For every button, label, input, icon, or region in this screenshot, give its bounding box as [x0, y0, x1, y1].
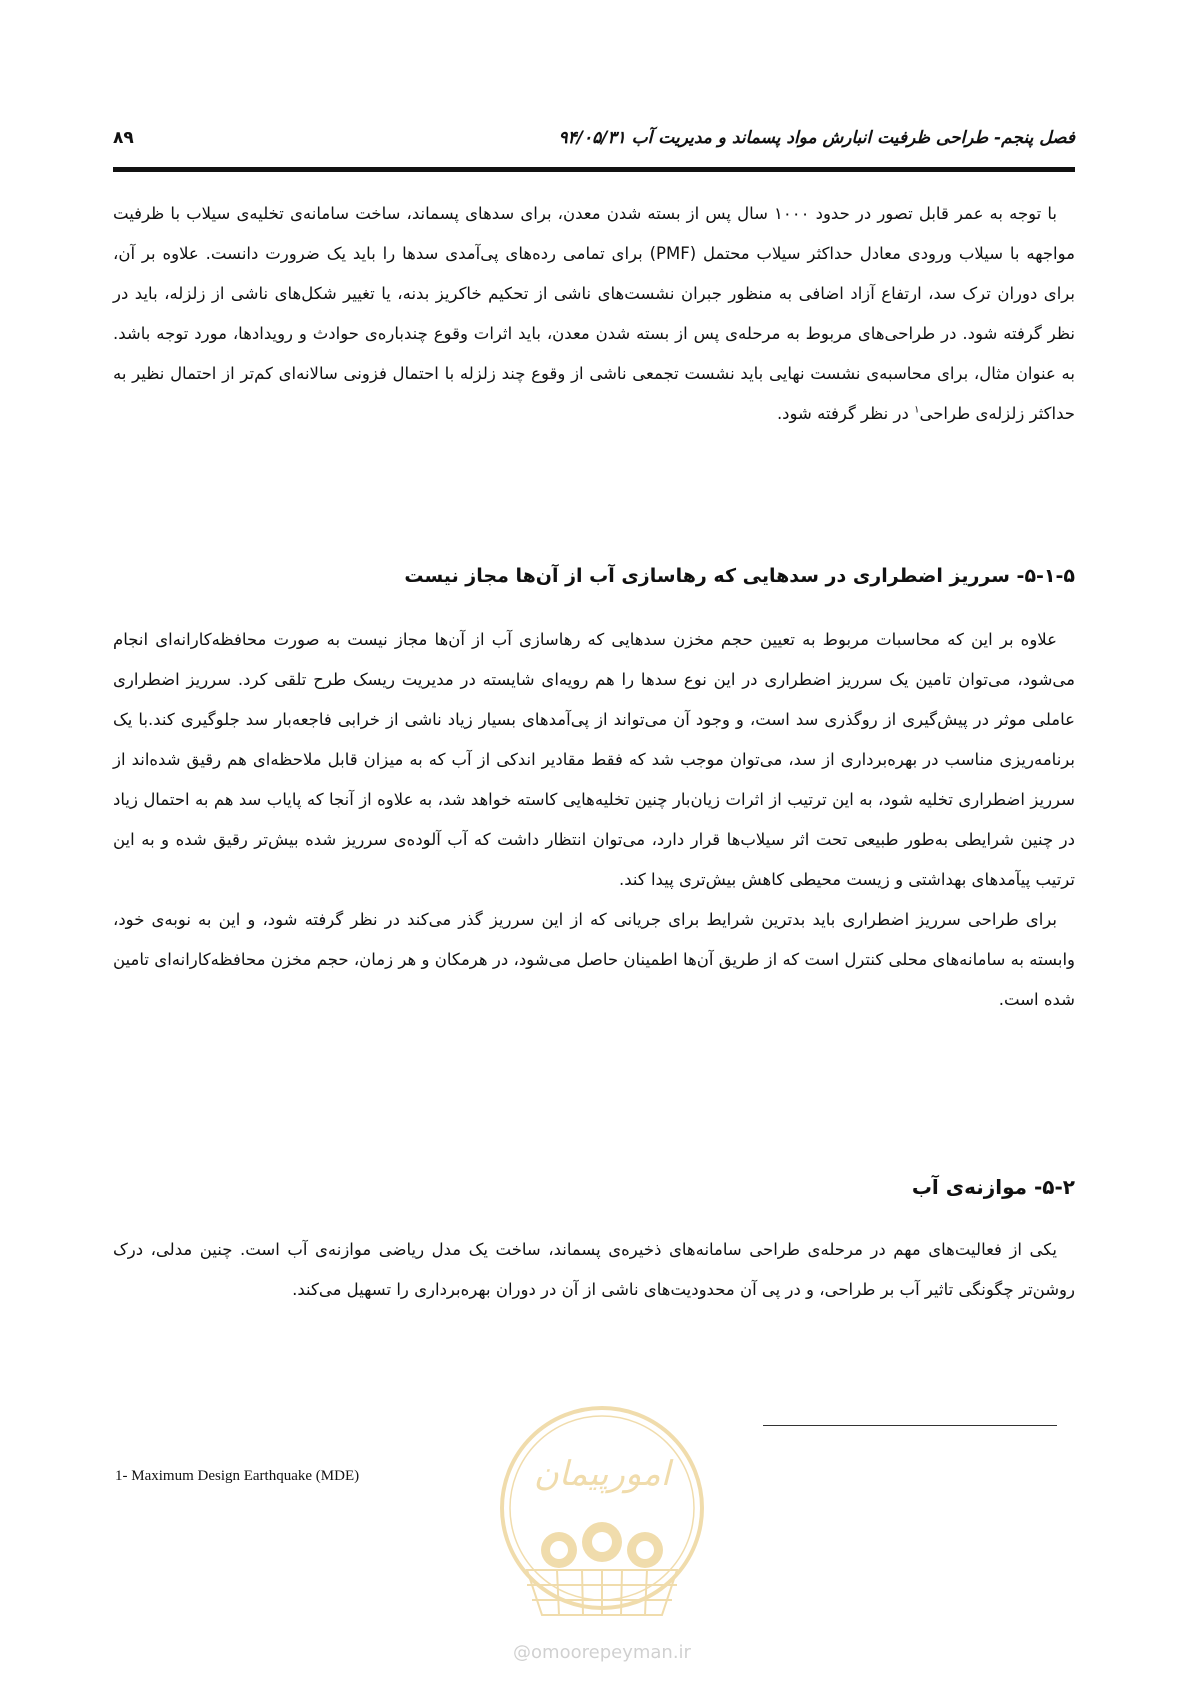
page-number: ۸۹: [113, 128, 134, 148]
section-heading-emergency-spillway: ۵-۱-۵- سرریز اضطراری در سدهایی که رهاسازی آب از آن‌ها مجاز نیست: [404, 565, 1075, 587]
running-header: [113, 128, 1075, 158]
intro-text-end: در نظر گرفته شود.: [776, 404, 915, 423]
watermark-url: @omoorepeyman.ir: [513, 1642, 691, 1663]
watermark-logo: [487, 1390, 717, 1670]
chapter-title: فصل پنجم- طراحی ظرفیت انبارش مواد پسماند و مدیریت آب ۹۴/۰۵/۳۱: [558, 128, 1075, 148]
watermark-seal-icon: [487, 1390, 717, 1670]
water-balance-paragraph: یکی از فعالیت‌های مهم در مرحله‌ی طراحی سامانه‌های ذخیره‌ی پسماند، ساخت یک مدل ریاضی موازنه‌ی آب است. چنین مدلی، درک روشن‌تر چگونگی تاثیر آب بر طراحی، و در پی آن محدودیت‌های ناشی از آن در دوران بهره‌برداری را تسهیل می‌کند.: [113, 1240, 1075, 1299]
spillway-paragraph-2: برای طراحی سرریز اضطراری باید بدترین شرایط برای جریانی که از این سرریز گذر می‌کند در نظر گرفته شود، و این به نوبه‌ی خود، وابسته به سامانه‌های محلی کنترل است که از طریق آن‌ها اطمینان حاصل می‌شود، در هرمکان و هر زمان، حجم مخزن محافظه‌کارانه‌ای تامین شده است.: [113, 910, 1075, 1009]
section-heading-water-balance: ۵-۲- موازنه‌ی آب: [911, 1175, 1075, 1199]
watermark-logo-text: امورپیمان: [533, 1454, 671, 1494]
spillway-paragraph-1: علاوه بر این که محاسبات مربوط به تعیین حجم مخزن سدهایی که رهاسازی آب از آن‌ها مجاز نیست به صورت محافظه‌کارانه‌ای انجام می‌شود، می‌توان تامین یک سرریز اضطراری در این نوع سدها را هم رویه‌ای شایسته در مدیریت ریسک طرح تلقی کرد. سرریز اضطراری عاملی موثر در پیش‌گیری از روگذری سد است، و وجود آن می‌تواند از پی‌آمدهای بسیار زیاد ناشی از خرابی فاجعه‌بار سد جلوگیری کند.با یک برنامه‌ریزی مناسب در بهره‌برداری از سد، می‌توان موجب شد که فقط مقادیر اندکی از آب که به میزان قابل ملاحظه‌ای هم رقیق شده‌اند از سرریز اضطراری تخلیه شود، به این ترتیب از اثرات زیان‌بار چنین تخلیه‌هایی کاسته خواهد شد، به علاوه از آنجا که پایاب سد هم به احتمال زیاد در چنین شرایطی به‌طور طبیعی تحت اثر سیلاب‌ها قرار دارد، می‌توان انتظار داشت که آب آلوده‌ی سرریز شده بیش‌تر رقیق شده و به این ترتیب پیآمدهای بهداشتی و زیست محیطی کاهش بیش‌تری پیدا کند.: [113, 630, 1075, 889]
footnote-marker[interactable]: ۱: [914, 404, 920, 416]
spillway-paragraphs: [113, 620, 1075, 1020]
footnote-text: 1- Maximum Design Earthquake (MDE): [115, 1468, 360, 1484]
intro-text: با توجه به عمر قابل تصور در حدود ۱۰۰۰ سال پس از بسته شدن معدن، برای سدهای پسماند، ساخت سامانه‌ی تخلیه‌ی سیلاب با ظرفیت مواجهه با سیلاب ورودی معادل حداکثر سیلاب محتمل (PMF) برای تمامی رده‌های پی‌آمدی سدها را باید یک ضرورت دانست. علاوه بر آن، برای دوران ترک سد، ارتفاع آزاد اضافی به منظور جبران نشست‌های ناشی از تحکیم خاکریز بدنه، یا تغییر شکل‌های ناشی از زلزله، باید در نظر گرفته شود. در طراحی‌های مربوط به مرحله‌ی پس از بسته شدن معدن، باید اثرات وقوع چندباره‌ی حوادث و رویدادها، مورد توجه باشد. به عنوان مثال، برای محاسبه‌ی نشست نهایی باید نشست تجمعی ناشی از وقوع چند زلزله با احتمال فزونی سالانه‌ای کم‌تر از احتمال نظیر به حداکثر زلزله‌ی طراحی: [113, 204, 1075, 423]
intro-paragraph: [113, 194, 1075, 434]
footnote-separator: [763, 1425, 1057, 1426]
header-rule: [113, 167, 1075, 172]
